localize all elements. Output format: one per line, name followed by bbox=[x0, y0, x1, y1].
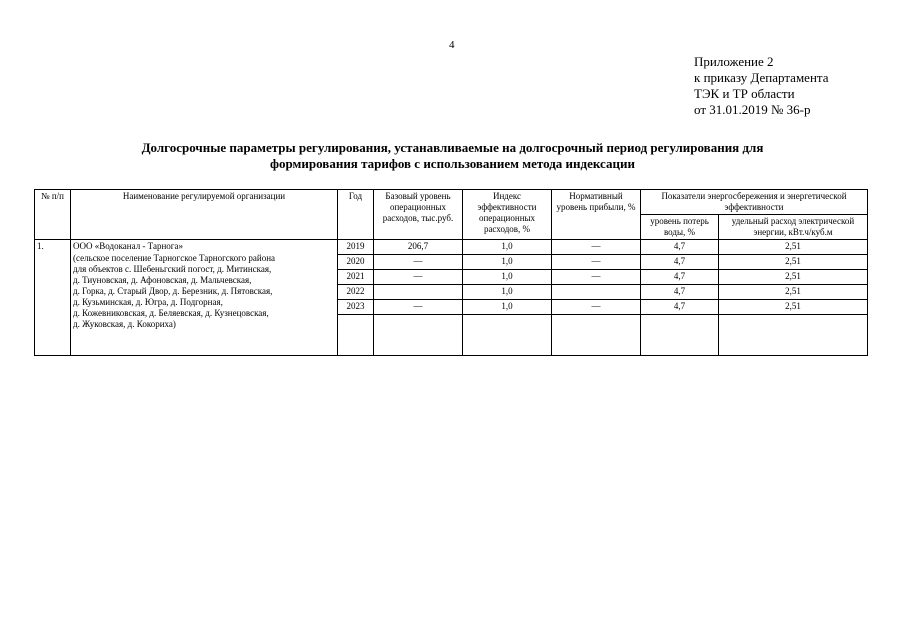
table-row bbox=[35, 240, 868, 255]
losses-cell: 4,7 bbox=[641, 240, 719, 255]
base-level-cell-empty bbox=[374, 315, 463, 356]
profit-cell: — bbox=[552, 240, 641, 255]
organization-detail: д. Кузьминская, д. Югра, д. Подгорная, bbox=[73, 297, 223, 307]
profit-cell-empty bbox=[552, 315, 641, 356]
base-level-cell: — bbox=[374, 270, 463, 285]
base-level-cell bbox=[374, 285, 463, 300]
header-efficiency-index: Индекс эффективности операционных расходов, % bbox=[463, 190, 552, 240]
year-cell: 2023 bbox=[338, 300, 374, 315]
year-cell: 2019 bbox=[338, 240, 374, 255]
appendix-reference bbox=[694, 54, 829, 118]
organization-detail: д. Кожевниковская, д. Беляевская, д. Кузнецовская, bbox=[73, 308, 269, 318]
organization-detail: (сельское поселение Тарногское Тарногского района bbox=[73, 253, 276, 263]
profit-cell: — bbox=[552, 255, 641, 270]
header-profit: Нормативный уровень прибыли, % bbox=[552, 190, 641, 240]
profit-cell: — bbox=[552, 270, 641, 285]
header-num: № п/п bbox=[35, 190, 71, 240]
header-electricity: удельный расход электрической энергии, кВт.ч/куб.м bbox=[719, 215, 868, 240]
losses-cell: 4,7 bbox=[641, 300, 719, 315]
electricity-cell: 2,51 bbox=[719, 240, 868, 255]
appendix-line: ТЭК и ТР области bbox=[694, 86, 795, 101]
header-base-level: Базовый уровень операционных расходов, тыс.руб. bbox=[374, 190, 463, 240]
year-cell: 2022 bbox=[338, 285, 374, 300]
electricity-cell: 2,51 bbox=[719, 270, 868, 285]
page-number: 4 bbox=[449, 39, 455, 51]
index-cell: 1,0 bbox=[463, 300, 552, 315]
index-cell: 1,0 bbox=[463, 240, 552, 255]
appendix-line: к приказу Департамента bbox=[694, 70, 829, 85]
header-year: Год bbox=[338, 190, 374, 240]
losses-cell: 4,7 bbox=[641, 285, 719, 300]
electricity-cell: 2,51 bbox=[719, 285, 868, 300]
organization-detail: д. Тиуновская, д. Афоновская, д. Мальчевская, bbox=[73, 275, 252, 285]
index-cell: 1,0 bbox=[463, 270, 552, 285]
header-name: Наименование регулируемой организации bbox=[71, 190, 338, 240]
year-cell-empty bbox=[338, 315, 374, 356]
year-cell: 2021 bbox=[338, 270, 374, 285]
header-row bbox=[35, 190, 868, 215]
organization-detail: для объектов с. Шебеньгский погост, д. Митинская, bbox=[73, 264, 272, 274]
index-cell: 1,0 bbox=[463, 255, 552, 270]
organization-name: ООО «Водоканал - Тарнога» bbox=[73, 241, 183, 251]
row-number: 1. bbox=[35, 240, 71, 356]
document-title bbox=[40, 140, 865, 172]
year-cell: 2020 bbox=[338, 255, 374, 270]
base-level-cell: — bbox=[374, 255, 463, 270]
appendix-line: Приложение 2 bbox=[694, 54, 774, 69]
electricity-cell: 2,51 bbox=[719, 300, 868, 315]
profit-cell bbox=[552, 285, 641, 300]
header-water-losses: уровень потерь воды, % bbox=[641, 215, 719, 240]
base-level-cell: 206,7 bbox=[374, 240, 463, 255]
appendix-line: от 31.01.2019 № 36-р bbox=[694, 102, 811, 117]
index-cell-empty bbox=[463, 315, 552, 356]
parameters-table bbox=[34, 189, 868, 356]
index-cell: 1,0 bbox=[463, 285, 552, 300]
base-level-cell: — bbox=[374, 300, 463, 315]
header-energy-group: Показатели энергосбережения и энергетической эффективности bbox=[641, 190, 868, 215]
losses-cell-empty bbox=[641, 315, 719, 356]
title-line: Долгосрочные параметры регулирования, устанавливаемые на долгосрочный период регулирования для bbox=[141, 140, 764, 155]
profit-cell: — bbox=[552, 300, 641, 315]
organization-detail: д. Жуковская, д. Кокориха) bbox=[73, 319, 176, 329]
electricity-cell: 2,51 bbox=[719, 255, 868, 270]
organization-detail: д. Горка, д. Старый Двор, д. Березник, д. Пятовская, bbox=[73, 286, 273, 296]
losses-cell: 4,7 bbox=[641, 270, 719, 285]
organization-cell bbox=[71, 240, 338, 356]
electricity-cell-empty bbox=[719, 315, 868, 356]
title-line: формирования тарифов с использованием метода индексации bbox=[270, 156, 635, 171]
losses-cell: 4,7 bbox=[641, 255, 719, 270]
